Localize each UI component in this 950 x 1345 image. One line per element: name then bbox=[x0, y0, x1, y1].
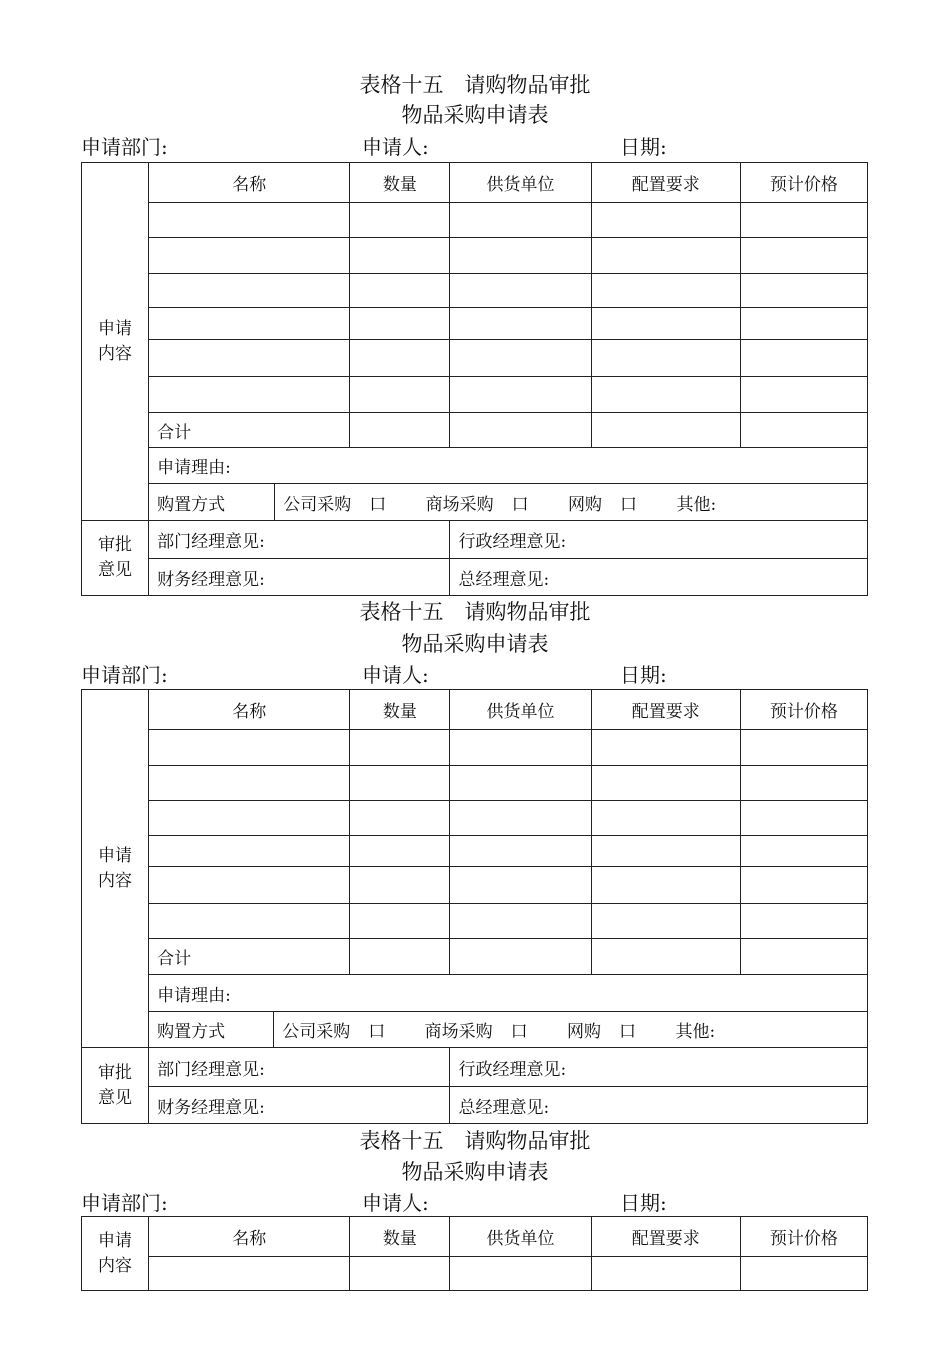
table-row bbox=[82, 766, 868, 801]
form-meta bbox=[0, 1190, 950, 1216]
col-header-config: 配置要求 bbox=[591, 690, 740, 730]
total-row bbox=[82, 939, 868, 975]
checkbox-icon[interactable]: 口 bbox=[510, 1022, 528, 1042]
purchase-method-label: 购置方式 bbox=[149, 1012, 274, 1048]
general-manager-opinion[interactable]: 总经理意见: bbox=[450, 559, 868, 596]
form-title: 表格十五 请购物品审批 bbox=[359, 73, 591, 97]
total-label: 合计 bbox=[149, 413, 350, 448]
date-label: 日期: bbox=[620, 135, 667, 159]
checkbox-icon[interactable]: 口 bbox=[620, 494, 638, 515]
applicant-label: 申请人: bbox=[362, 663, 429, 687]
dept-manager-opinion[interactable]: 部门经理意见: bbox=[149, 521, 450, 559]
table-row bbox=[82, 203, 868, 238]
reason-field[interactable]: 申请理由: bbox=[149, 975, 868, 1012]
purchase-options bbox=[275, 484, 868, 521]
col-header-config: 配置要求 bbox=[591, 1217, 740, 1257]
date-label: 日期: bbox=[620, 1191, 667, 1215]
option-company-checkbox[interactable]: 公司采购 口 bbox=[283, 490, 386, 515]
total-label: 合计 bbox=[149, 939, 350, 975]
form-subtitle: 物品采购申请表 bbox=[401, 1160, 549, 1184]
dept-label: 申请部门: bbox=[81, 663, 168, 687]
col-header-supplier: 供货单位 bbox=[450, 163, 591, 203]
section-apply-label: 申请 内容 bbox=[82, 690, 149, 1048]
section-approve-label: 审批 意见 bbox=[82, 1048, 149, 1124]
form-meta bbox=[0, 134, 950, 160]
table-row bbox=[82, 801, 868, 836]
table-row bbox=[82, 377, 868, 413]
table-row bbox=[82, 904, 868, 939]
section-approve-label: 审批 意见 bbox=[82, 521, 149, 596]
checkbox-icon[interactable]: 口 bbox=[369, 494, 387, 515]
checkbox-icon[interactable]: 口 bbox=[619, 1022, 637, 1042]
col-header-name: 名称 bbox=[149, 690, 350, 730]
col-header-qty: 数量 bbox=[350, 1217, 450, 1257]
table-row bbox=[82, 1257, 868, 1291]
col-header-price: 预计价格 bbox=[740, 690, 867, 730]
col-header-price: 预计价格 bbox=[740, 1217, 867, 1257]
col-header-config: 配置要求 bbox=[591, 163, 740, 203]
general-manager-opinion[interactable]: 总经理意见: bbox=[450, 1087, 868, 1124]
purchase-table bbox=[81, 162, 868, 596]
col-header-qty: 数量 bbox=[350, 690, 450, 730]
option-company-checkbox[interactable]: 公司采购 口 bbox=[282, 1017, 385, 1042]
col-header-supplier: 供货单位 bbox=[450, 690, 591, 730]
option-mall-checkbox[interactable]: 商场采购 口 bbox=[426, 490, 529, 515]
finance-manager-opinion[interactable]: 财务经理意见: bbox=[149, 1087, 450, 1124]
section-apply-label: 申请 内容 bbox=[82, 163, 149, 521]
table-row bbox=[82, 308, 868, 340]
form-title: 表格十五 请购物品审批 bbox=[359, 1129, 591, 1153]
table-row bbox=[82, 238, 868, 274]
purchase-table bbox=[81, 1216, 868, 1291]
option-other-field[interactable]: 其他: bbox=[676, 494, 717, 515]
admin-manager-opinion[interactable]: 行政经理意见: bbox=[450, 1048, 868, 1087]
option-online-checkbox[interactable]: 网购 口 bbox=[568, 490, 637, 515]
dept-label: 申请部门: bbox=[81, 135, 168, 159]
table-row bbox=[82, 274, 868, 308]
applicant-label: 申请人: bbox=[362, 1191, 429, 1215]
reason-field[interactable]: 申请理由: bbox=[149, 448, 868, 484]
option-mall-checkbox[interactable]: 商场采购 口 bbox=[425, 1017, 528, 1042]
option-online-checkbox[interactable]: 网购 口 bbox=[567, 1017, 636, 1042]
table-row bbox=[82, 867, 868, 904]
option-other-field[interactable]: 其他: bbox=[675, 1022, 716, 1042]
finance-manager-opinion[interactable]: 财务经理意见: bbox=[149, 559, 450, 596]
applicant-label: 申请人: bbox=[362, 135, 429, 159]
section-apply-label: 申请 内容 bbox=[82, 1217, 149, 1291]
purchase-options bbox=[274, 1012, 868, 1048]
dept-manager-opinion[interactable]: 部门经理意见: bbox=[149, 1048, 450, 1087]
checkbox-icon[interactable]: 口 bbox=[511, 494, 529, 515]
col-header-supplier: 供货单位 bbox=[450, 1217, 591, 1257]
col-header-name: 名称 bbox=[149, 163, 350, 203]
form-meta bbox=[0, 662, 950, 688]
date-label: 日期: bbox=[620, 663, 667, 687]
total-row bbox=[82, 413, 868, 448]
table-row bbox=[82, 730, 868, 766]
col-header-price: 预计价格 bbox=[740, 163, 867, 203]
admin-manager-opinion[interactable]: 行政经理意见: bbox=[450, 521, 868, 559]
table-row bbox=[82, 340, 868, 377]
form-subtitle: 物品采购申请表 bbox=[401, 103, 549, 127]
table-row bbox=[82, 836, 868, 867]
purchase-method-label: 购置方式 bbox=[149, 484, 275, 521]
purchase-table bbox=[81, 689, 868, 1124]
form-title: 表格十五 请购物品审批 bbox=[359, 600, 591, 624]
checkbox-icon[interactable]: 口 bbox=[368, 1022, 386, 1042]
dept-label: 申请部门: bbox=[81, 1191, 168, 1215]
form-subtitle: 物品采购申请表 bbox=[401, 632, 549, 656]
col-header-name: 名称 bbox=[149, 1217, 350, 1257]
col-header-qty: 数量 bbox=[350, 163, 450, 203]
